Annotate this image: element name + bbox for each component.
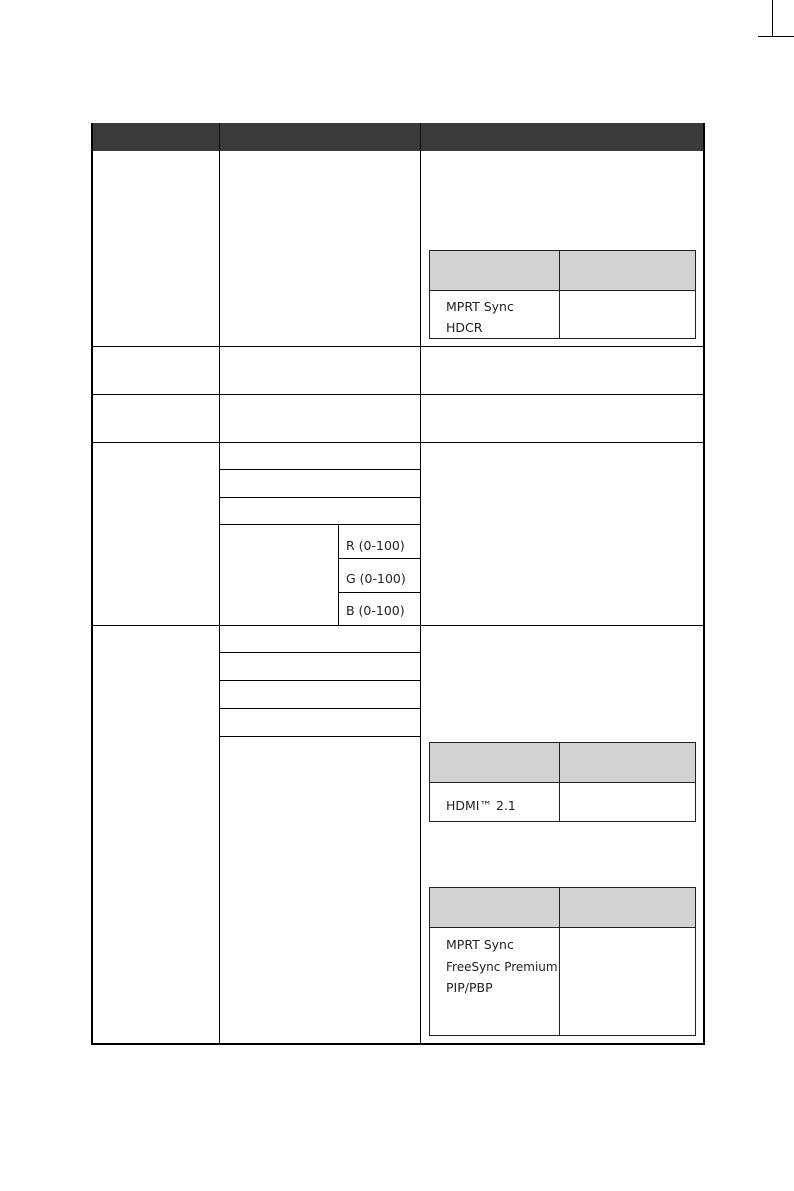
- nested-row-divider: [219, 652, 420, 653]
- sub-table-cell-text: HDMI™ 2.1: [446, 798, 516, 813]
- nested-row-divider: [219, 736, 420, 737]
- rgb-red-label: R (0-100): [346, 538, 405, 553]
- sub-table-border: [695, 742, 696, 822]
- table-header-row: [91, 123, 705, 151]
- sub-table-border: [429, 742, 696, 743]
- sub-table-cell-text: MPRT Sync: [446, 299, 514, 314]
- nested-row-divider: [338, 592, 420, 593]
- sub-table-header: [429, 250, 695, 290]
- nested-row-divider: [219, 680, 420, 681]
- table-border-left: [91, 123, 93, 1045]
- nested-column-divider: [338, 524, 339, 625]
- nested-row-divider: [219, 469, 420, 470]
- sub-table-border: [695, 250, 696, 339]
- sub-table-border: [429, 927, 696, 928]
- nested-row-divider: [219, 497, 420, 498]
- sub-table-border: [559, 742, 560, 822]
- sub-table-border: [429, 887, 696, 888]
- sub-table-cell-text: MPRT Sync: [446, 937, 514, 952]
- table-border-right: [703, 123, 705, 1045]
- sub-table-border: [559, 250, 560, 339]
- sub-table-cell-text: PIP/PBP: [446, 980, 493, 995]
- rgb-green-label: G (0-100): [346, 571, 406, 586]
- sub-table-border: [429, 250, 696, 251]
- sub-table-border: [429, 290, 696, 291]
- sub-table-border: [429, 782, 696, 783]
- nested-row-divider: [338, 558, 420, 559]
- row-divider: [91, 625, 705, 626]
- sub-table-header: [429, 887, 695, 927]
- sub-table-border: [559, 887, 560, 1036]
- row-divider: [91, 394, 705, 395]
- column-divider: [420, 151, 421, 1044]
- column-divider: [219, 151, 220, 1044]
- nested-row-divider: [219, 708, 420, 709]
- crop-mark-vertical: [772, 0, 773, 36]
- table-divider: [219, 123, 220, 151]
- sub-table-border: [429, 1035, 696, 1036]
- sub-table-header: [429, 742, 695, 782]
- row-divider: [91, 442, 705, 443]
- crop-mark-horizontal: [758, 36, 794, 37]
- sub-table-border: [429, 250, 430, 339]
- sub-table-border: [695, 887, 696, 1036]
- row-divider: [91, 346, 705, 347]
- sub-table-border: [429, 338, 696, 339]
- sub-table-border: [429, 821, 696, 822]
- rgb-blue-label: B (0-100): [346, 603, 405, 618]
- sub-table-border: [429, 887, 430, 1036]
- sub-table-border: [429, 742, 430, 822]
- sub-table-cell-text: HDCR: [446, 320, 483, 335]
- sub-table-cell-text: FreeSync Premium: [446, 960, 558, 974]
- nested-row-divider: [219, 524, 420, 525]
- table-border-bottom: [91, 1043, 705, 1045]
- table-divider: [420, 123, 421, 151]
